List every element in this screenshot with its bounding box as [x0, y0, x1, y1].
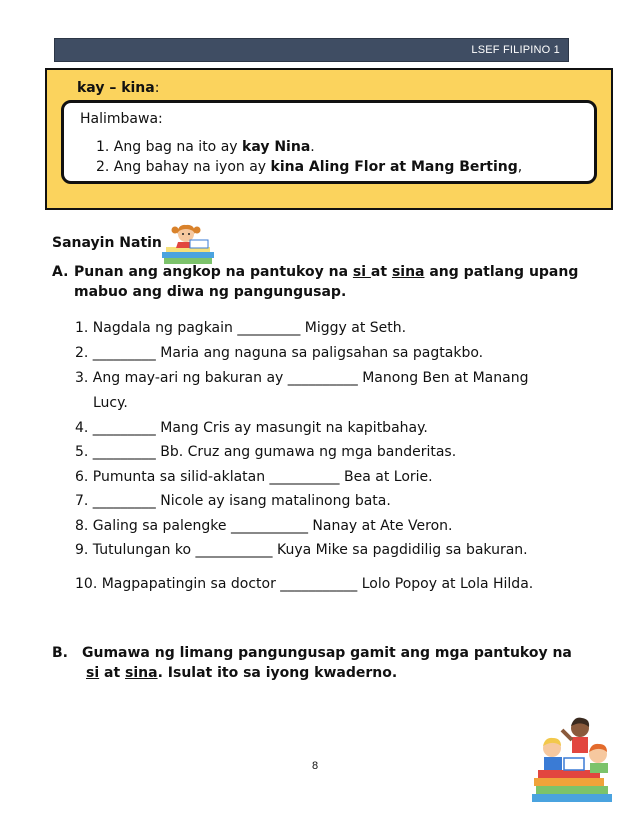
header-bar [54, 38, 569, 62]
exercise-item: 6. Pumunta sa silid-aklatan __________ Bea at Lorie. [75, 469, 433, 485]
lesson-title-text: kay – kina [77, 80, 155, 96]
example-label: Halimbawa: [80, 111, 163, 127]
example-prefix: 2. Ang bahay na iyon ay [96, 159, 271, 175]
example-bold: kina Aling Flor at Mang Berting [270, 159, 518, 175]
exercise-item: 7. _________ Nicole ay isang matalinong bata. [75, 493, 391, 509]
exercise-item-continuation: Lucy. [93, 395, 128, 411]
example-suffix: , [517, 159, 523, 175]
example-suffix: . [310, 139, 315, 155]
example-bold: kay Nina [242, 139, 311, 155]
exercise-item: 4. _________ Mang Cris ay masungit na kapitbahay. [75, 420, 428, 436]
example-item [96, 137, 522, 157]
exercise-item: 10. Magpapatingin sa doctor ___________ Lolo Popoy at Lola Hilda. [75, 576, 534, 592]
keyword-si: si [352, 264, 371, 280]
instruction-b [52, 643, 592, 683]
section-title: Sanayin Natin [52, 235, 162, 251]
example-list [96, 137, 522, 177]
lesson-title [77, 80, 159, 96]
instruction-b-line1: Gumawa ng limang pangungusap gamit ang mga pantukoy na [82, 645, 572, 661]
example-box [61, 100, 597, 184]
exercise-item: 9. Tutulungan ko ___________ Kuya Mike sa pagdidilig sa bakuran. [75, 542, 528, 558]
instruction-a [52, 262, 582, 302]
lesson-box [45, 68, 613, 210]
kids-reading-illustration [528, 714, 620, 810]
exercise-item: 5. _________ Bb. Cruz ang gumawa ng mga banderitas. [75, 444, 457, 460]
keyword-sina: sina [125, 665, 158, 681]
instruction-b-rest: . Isulat ito sa iyong kwaderno. [157, 665, 398, 681]
example-item [96, 157, 522, 177]
page-number: 8 [312, 760, 319, 772]
lesson-title-colon: : [154, 80, 160, 96]
keyword-sina: sina [391, 264, 425, 280]
exercise-item: 3. Ang may-ari ng bakuran ay __________ Manong Ben at Manang [75, 370, 529, 386]
instruction-a-at: at [370, 264, 392, 280]
keyword-si: si [86, 665, 100, 681]
header-title: LSEF FILIPINO 1 [471, 44, 560, 56]
exercise-item: 8. Galing sa palengke ___________ Nanay at Ate Veron. [75, 518, 453, 534]
instruction-a-rest: ang patlang upang mabuo ang diwa ng pangungusap. [74, 264, 579, 300]
reading-kid-illustration [160, 222, 216, 266]
exercise-item: 2. _________ Maria ang naguna sa paligsahan sa pagtakbo. [75, 345, 484, 361]
example-prefix: 1. Ang bag na ito ay [96, 139, 243, 155]
instruction-b-letter: B. [52, 645, 68, 661]
exercise-item: 1. Nagdala ng pagkain _________ Miggy at Seth. [75, 320, 407, 336]
instruction-a-text: Punan ang angkop na pantukoy na [74, 264, 353, 280]
instruction-b-at: at [99, 665, 126, 681]
instruction-a-letter: A. [52, 264, 69, 280]
